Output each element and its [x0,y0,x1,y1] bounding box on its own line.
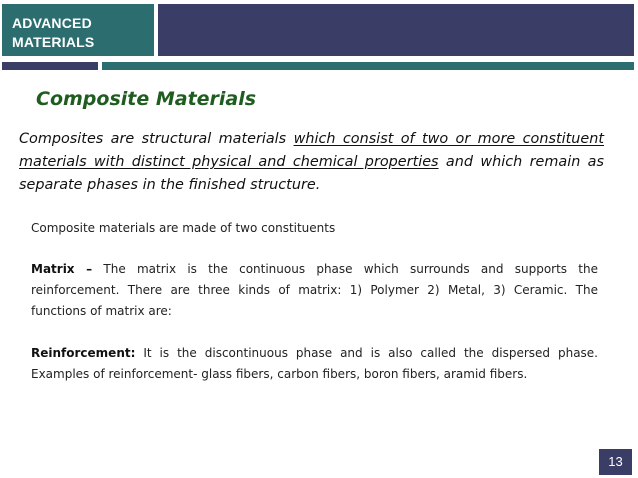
reinforcement-term: Reinforcement: [31,346,136,360]
divider-bar-left [2,62,98,70]
matrix-text: The matrix is the continuous phase which surrounds and supports the reinforcement. There are three kinds of matrix: 1) Polymer 2) Metal, 3) Ceramic. The functions of matrix are: [31,262,598,318]
matrix-paragraph [31,259,598,322]
definition-underlined: which consist of two or more constituent materials with distinct physical and chemical properties [19,131,604,170]
course-title-line2: MATERIALS [12,34,95,50]
definition-paragraph [19,128,604,197]
header-course-panel [2,4,154,56]
page-number-badge: 13 [599,449,632,475]
definition-lead: Composites are structural materials [19,131,294,147]
reinforcement-paragraph [31,343,598,385]
reinforcement-text: It is the discontinuous phase and is also called the dispersed phase. Examples of reinforcement- glass fibers, carbon fibers, boron fibers, aramid fibers. [31,346,598,381]
slide-title: Composite Materials [36,88,257,110]
divider-bar-right [102,62,634,70]
matrix-term: Matrix – [31,262,93,276]
course-title-line1: ADVANCED [12,15,92,31]
definition-tail: and which remain as separate phases in the finished structure. [19,154,604,193]
intro-text: Composite materials are made of two constituents [31,221,336,235]
course-title [12,14,94,52]
header-banner [158,4,634,56]
